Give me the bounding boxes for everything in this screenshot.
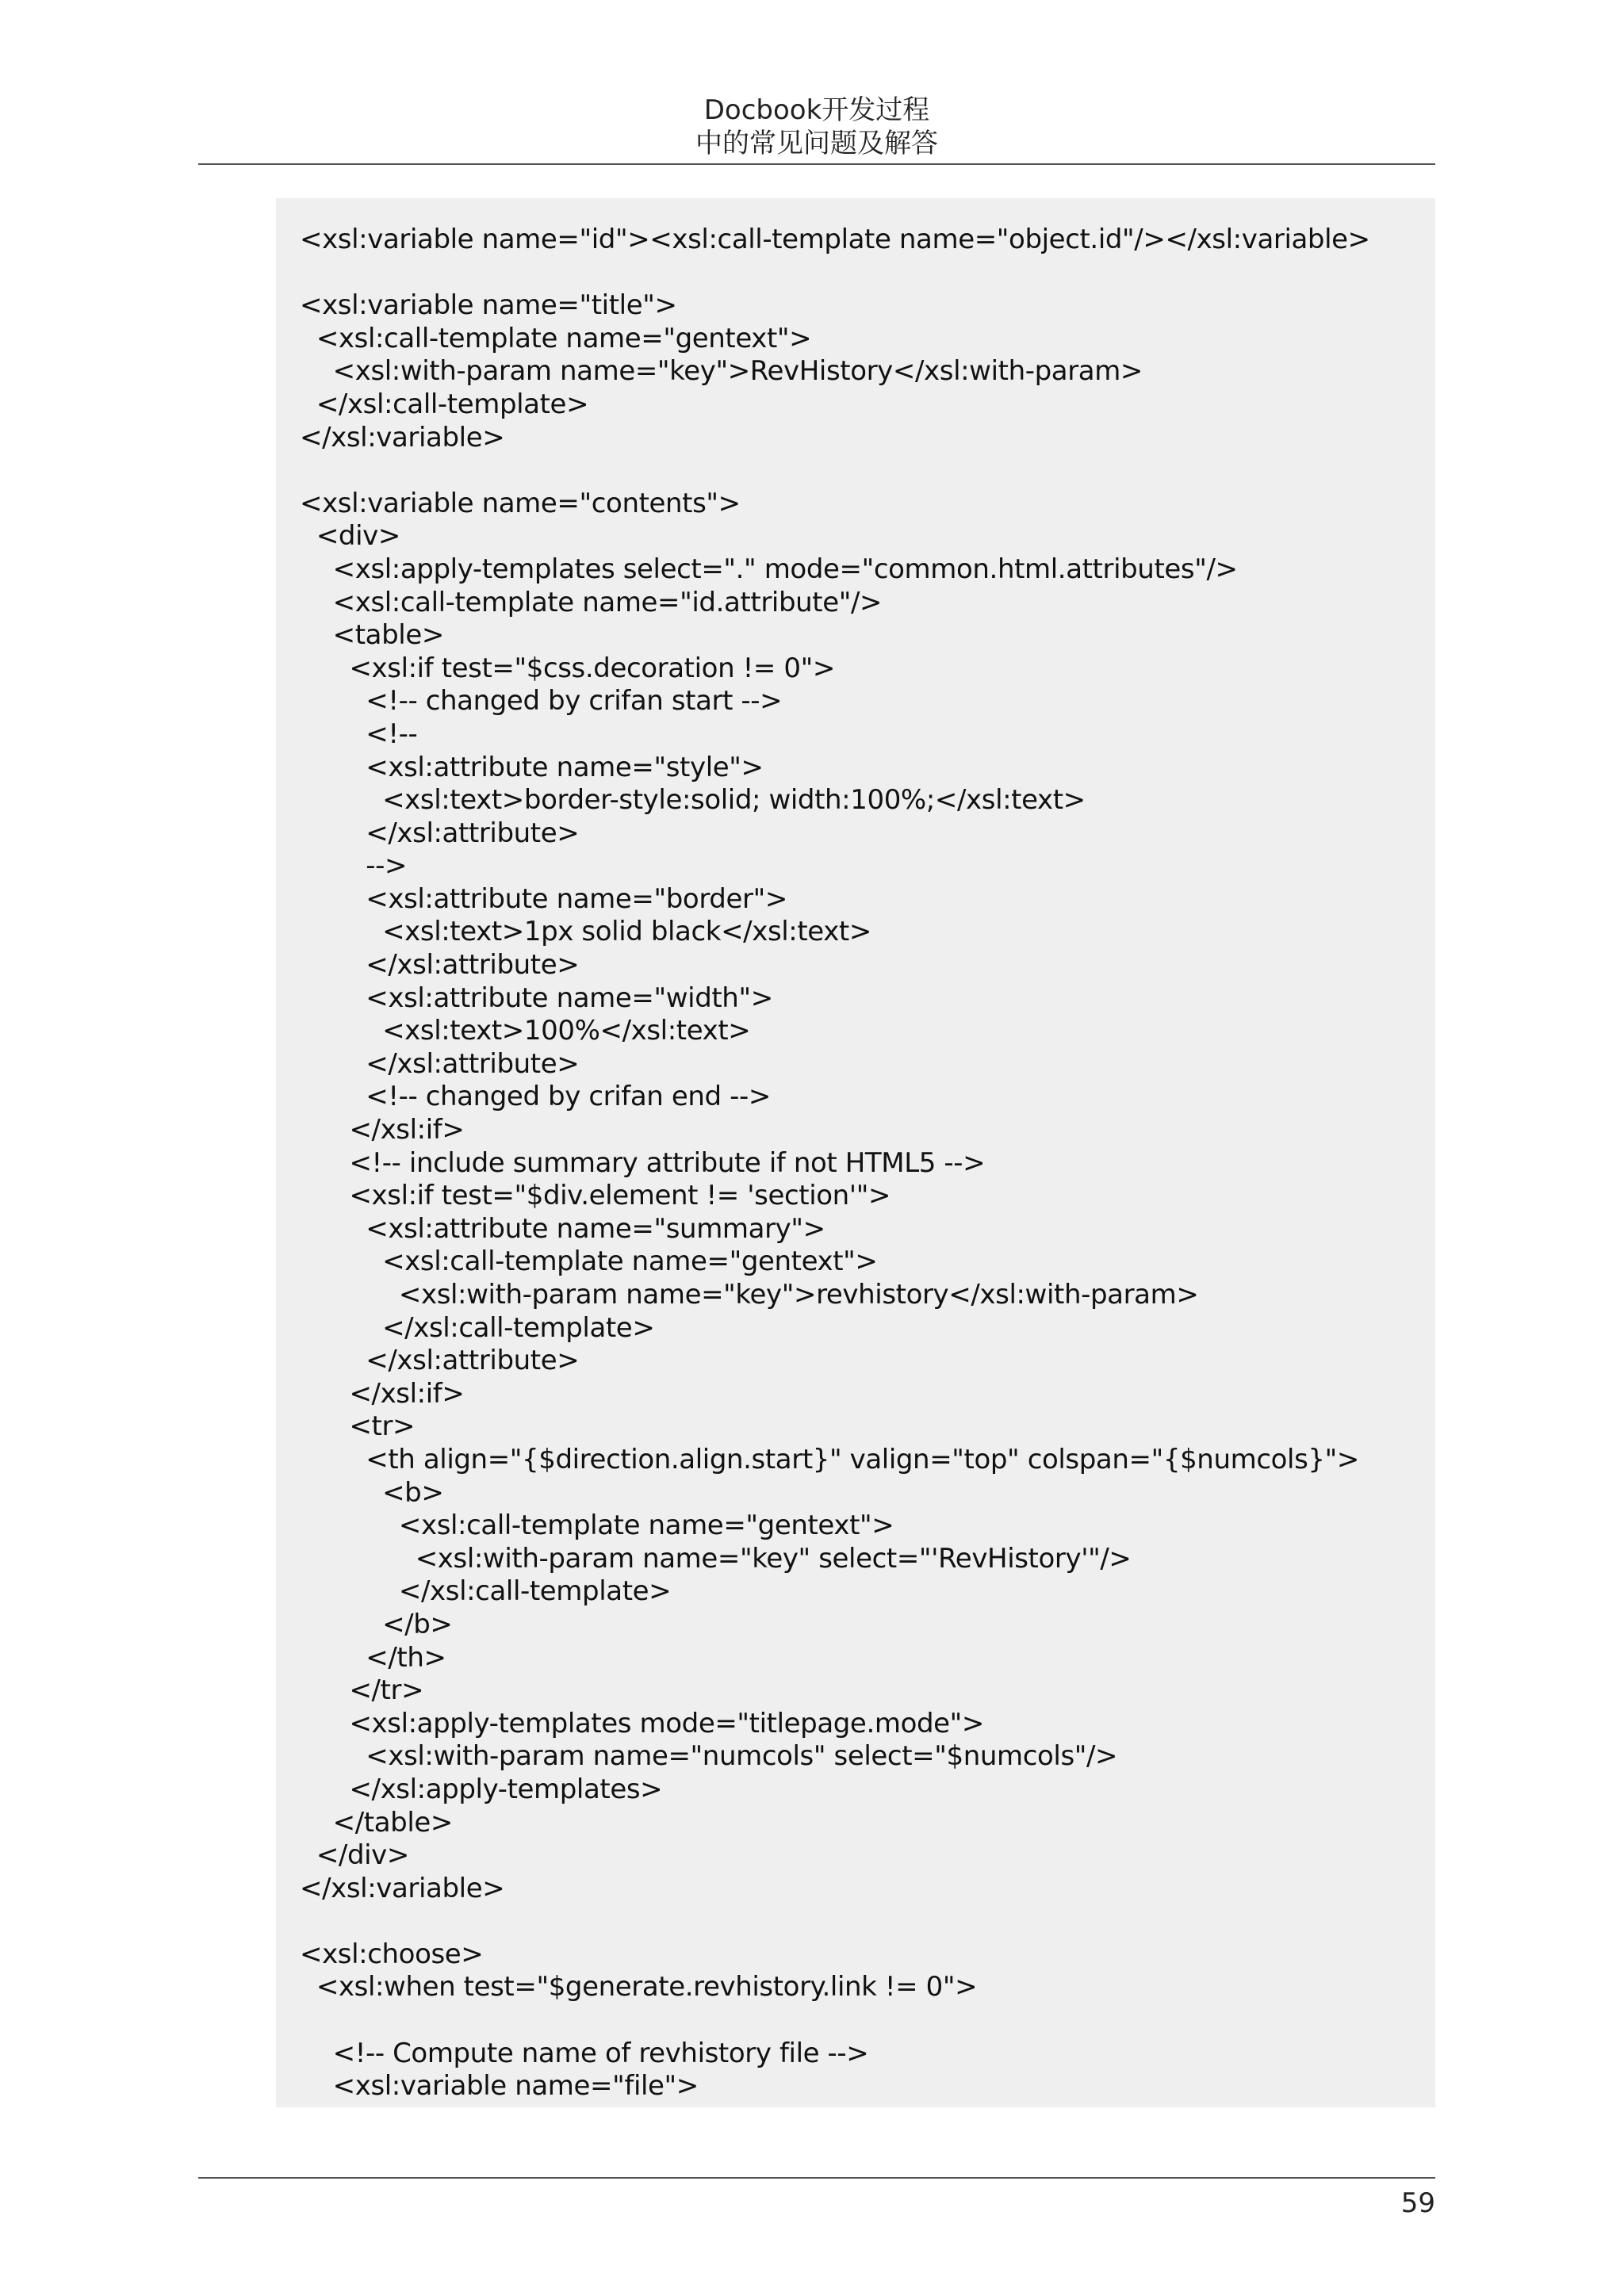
header-divider [198,163,1435,165]
footer-divider [198,2177,1435,2179]
page-number: 59 [1400,2187,1435,2219]
code-text: <xsl:variable name="id"><xsl:call-template name="object.id"/></xsl:variable> <xsl:variable name="title"> <xsl:call-template name="gentext"> <xsl:with-param name="key">RevHistory</xsl:with-param> </xsl:call-template> </xsl:variable> <xsl:variable name="contents"> <div> <xsl:apply-templates select="." mode="common.html.attributes"/> <xsl:call-template name="id.attribute"/> <table> <xsl:if test="$css.decoration != 0"> <!-- changed by crifan start --> <!-- <xsl:attribute name="style"> <xsl:text>border-style:solid; width:100%;</xsl:text> </xsl:attribute> --> <xsl:attribute name="border"> <xsl:text>1px solid black</xsl:text> </xsl:attribute> <xsl:attribute name="width"> <xsl:text>100%</xsl:text> </xsl:attribute> <!-- changed by crifan end --> </xsl:if> <!-- include summary attribute if not HTML5 --> <xsl:if test="$div.element != 'section'"> <xsl:attribute name="summary"> <xsl:call-template name="gentext"> <xsl:with-param name="key">revhistory</xsl:with-param> </xsl:call-template> </xsl:attribute> </xsl:if> <tr> <th align="{$direction.align.start}" valign="top" colspan="{$numcols}"> <b> <xsl:call-template name="gentext"> <xsl:with-param name="key" select="'RevHistory'"/> </xsl:call-template> </b> </th> </tr> <xsl:apply-templates mode="titlepage.mode"> <xsl:with-param name="numcols" select="$numcols"/> </xsl:apply-templates> </table> </div> </xsl:variable> <xsl:choose> <xsl:when test="$generate.revhistory.link != 0"> <!-- Compute name of revhistory file --> <xsl:variable name="file"> [300,224,1370,2103]
header-title-line-2: 中的常见问题及解答 [695,128,938,159]
page-header [198,94,1435,160]
header-title-line-1: Docbook开发过程 [703,94,930,126]
code-listing [276,198,1435,2107]
